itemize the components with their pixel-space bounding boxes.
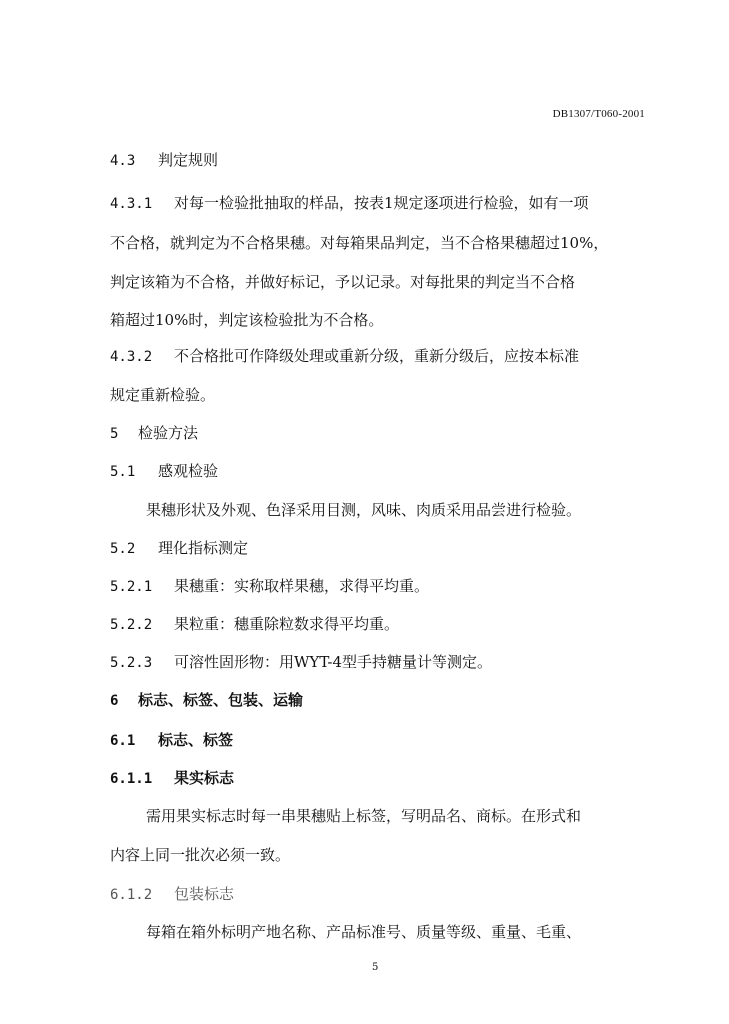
paragraph-line: 内容上同一批次必须一致。 (110, 846, 291, 864)
section-title: 判定规则 (158, 151, 219, 169)
section-number: 6.1.2 (110, 887, 153, 903)
paragraph-text: 果穗重：实称取样果穗，求得平均重。 (174, 577, 430, 595)
paragraph-line: 每箱在箱外标明产地名称、产品标准号、质量等级、重量、毛重、 (146, 923, 582, 941)
paragraph-4-3-1 (110, 193, 589, 214)
paragraph-line: 规定重新检验。 (110, 386, 216, 404)
paragraph-5-2-1 (110, 576, 429, 597)
section-title: 理化指标测定 (158, 539, 249, 557)
paragraph-5-2-3 (110, 652, 492, 673)
section-title: 包装标志 (174, 885, 235, 903)
section-number: 6 (110, 693, 119, 709)
section-number: 5 (110, 426, 119, 442)
paragraph-text: 可溶性固形物：用WYT-4型手持糖量计等测定。 (174, 653, 493, 671)
paragraph-5-2-2 (110, 614, 399, 635)
paragraph-text: 对每一检验批抽取的样品，按表1规定逐项进行检验，如有一项 (174, 194, 589, 212)
paragraph-text: 果粒重：穗重除粒数求得平均重。 (174, 615, 400, 633)
section-number: 6.1.1 (110, 771, 153, 787)
section-title: 检验方法 (138, 424, 199, 442)
section-number: 5.2.2 (110, 617, 153, 633)
paragraph-line: 箱超过10%时，判定该检验批为不合格。 (110, 311, 384, 329)
heading-6 (110, 690, 303, 711)
heading-6-1-2 (110, 884, 234, 905)
paragraph-text: 不合格批可作降级处理或重新分级，重新分级后，应按本标准 (174, 347, 580, 365)
heading-5-2 (110, 538, 248, 559)
section-title: 感观检验 (158, 462, 219, 480)
heading-6-1 (110, 730, 233, 751)
heading-4-3 (110, 150, 218, 171)
section-number: 5.2 (110, 541, 136, 557)
heading-5 (110, 423, 198, 444)
document-code: DB1307/T060-2001 (552, 108, 645, 120)
paragraph-line: 不合格，就判定为不合格果穗。对每箱果品判定，当不合格果穗超过10%， (110, 234, 609, 252)
section-title: 标志、标签 (158, 731, 234, 749)
section-number: 5.1 (110, 464, 136, 480)
section-title: 标志、标签、包装、运输 (138, 691, 304, 709)
paragraph-line: 需用果实标志时每一串果穗贴上标签，写明品名、商标。在形式和 (146, 807, 582, 825)
section-number: 4.3 (110, 153, 136, 169)
section-number: 4.3.1 (110, 196, 153, 212)
paragraph-line: 判定该箱为不合格，并做好标记，予以记录。对每批果的判定当不合格 (110, 273, 576, 291)
paragraph-4-3-2 (110, 346, 579, 367)
page-number: 5 (372, 962, 379, 973)
section-title: 果实标志 (174, 769, 235, 787)
section-number: 6.1 (110, 733, 136, 749)
section-number: 5.2.3 (110, 655, 153, 671)
heading-5-1 (110, 461, 218, 482)
paragraph-line: 果穗形状及外观、色泽采用目测，风味、肉质采用品尝进行检验。 (146, 501, 582, 519)
heading-6-1-1 (110, 768, 234, 789)
section-number: 5.2.1 (110, 579, 153, 595)
section-number: 4.3.2 (110, 349, 153, 365)
